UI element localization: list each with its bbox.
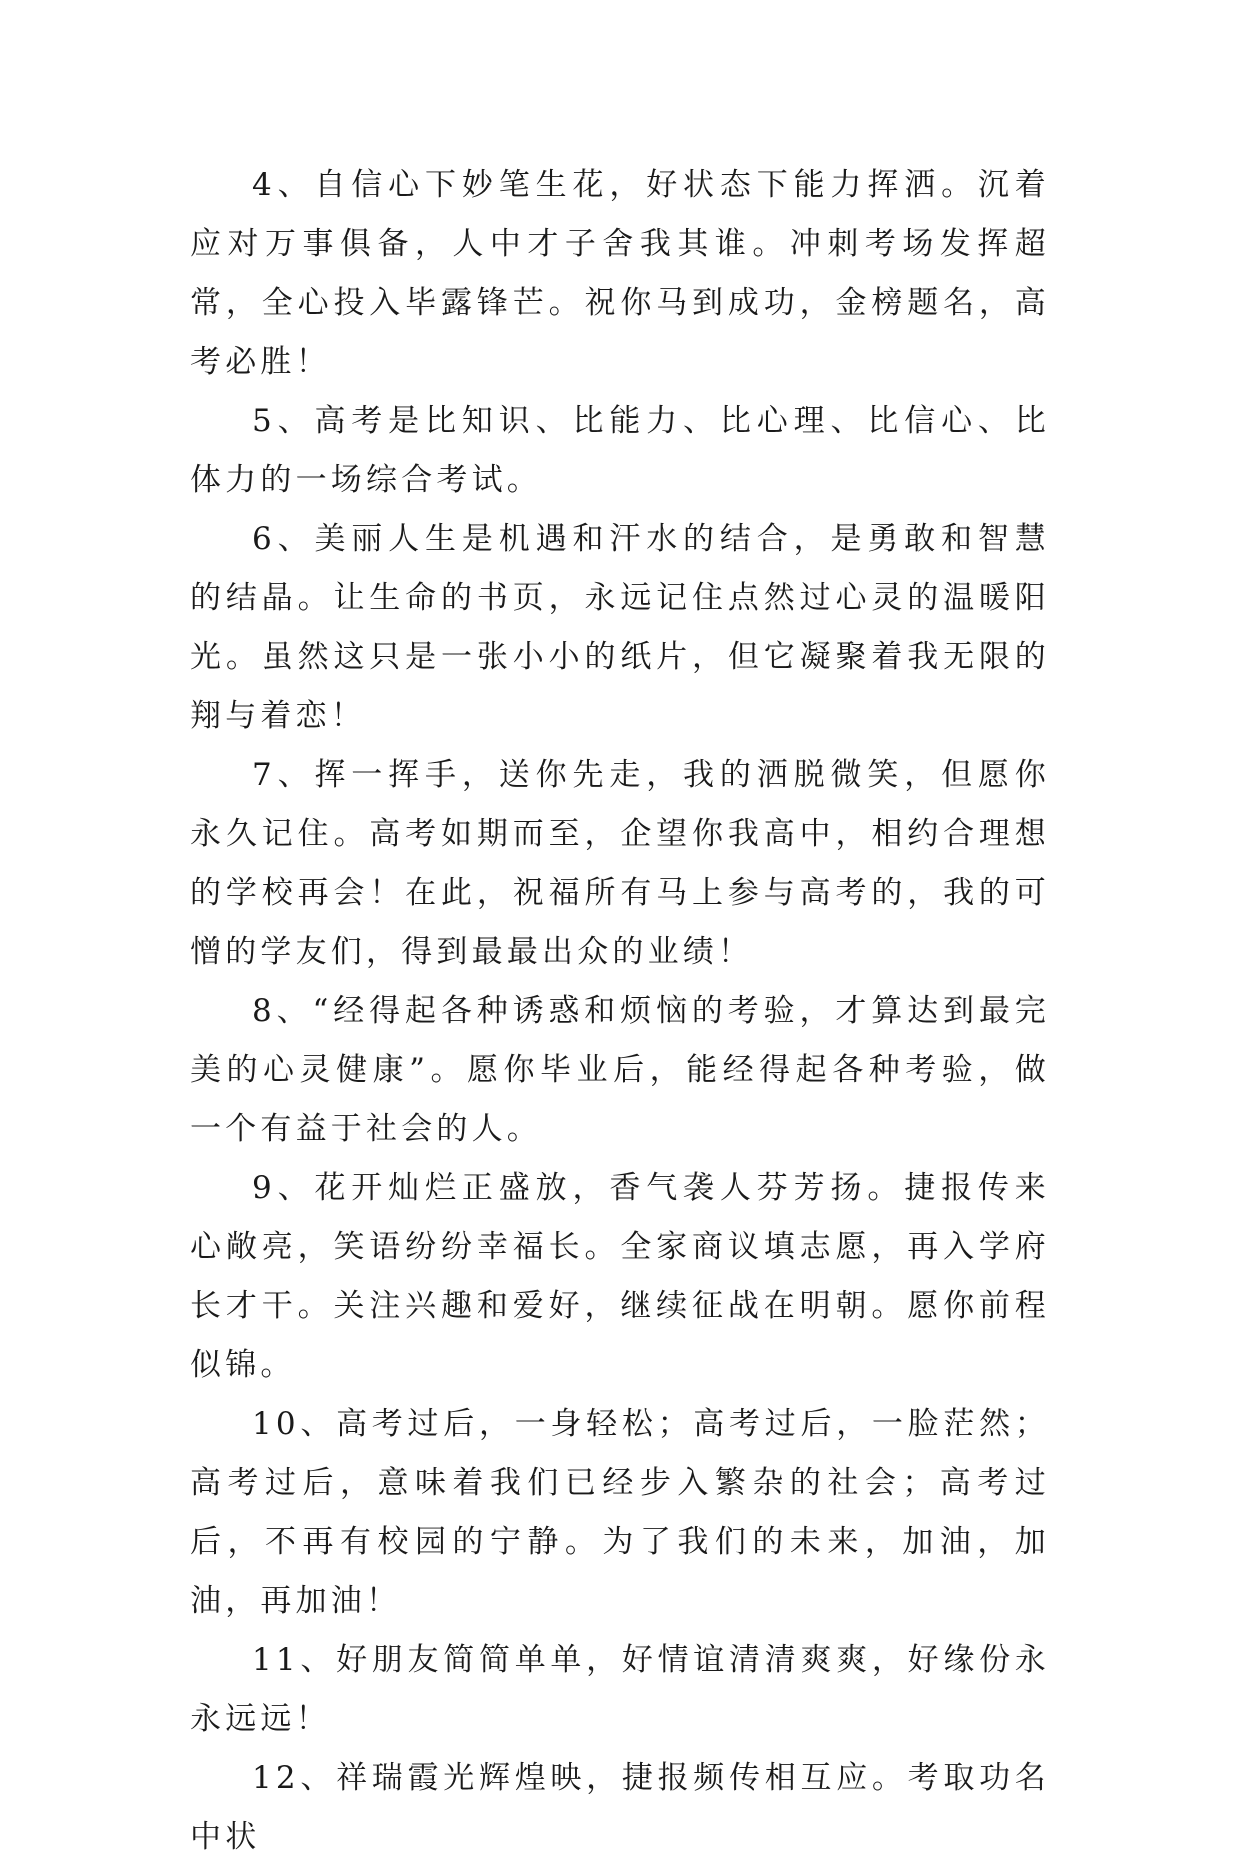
paragraph-6: 6、美丽人生是机遇和汗水的结合，是勇敢和智慧的结晶。让生命的书页，永远记住点然过心灵的温暖阳光。虽然这只是一张小小的纸片，但它凝聚着我无限的翔与着恋！ <box>190 521 1050 734</box>
document-body <box>190 156 1050 1867</box>
paragraph-8: 8、“经得起各种诱惑和烦恼的考验，才算达到最完美的心灵健康”。愿你毕业后，能经得起各种考验，做一个有益于社会的人。 <box>190 993 1050 1147</box>
paragraph-7: 7、挥一挥手，送你先走，我的洒脱微笑，但愿你永久记住。高考如期而至，企望你我高中，相约合理想的学校再会！在此，祝福所有马上参与高考的，我的可憎的学友们，得到最最出众的业绩！ <box>190 757 1050 970</box>
paragraph-11: 11、好朋友简简单单，好情谊清清爽爽，好缘份永永远远！ <box>190 1642 1050 1737</box>
paragraph-10: 10、高考过后，一身轻松；高考过后，一脸茫然；高考过后，意味着我们已经步入繁杂的社会；高考过后，不再有校园的宁静。为了我们的未来，加油，加油，再加油！ <box>190 1406 1050 1619</box>
paragraph-12: 12、祥瑞霞光辉煌映，捷报频传相互应。考取功名中状 <box>190 1760 1050 1855</box>
paragraph-4: 4、自信心下妙笔生花，好状态下能力挥洒。沉着应对万事俱备，人中才子舍我其谁。冲刺考场发挥超常，全心投入毕露锋芒。祝你马到成功，金榜题名，高考必胜！ <box>190 167 1050 380</box>
paragraph-9: 9、花开灿烂正盛放，香气袭人芬芳扬。捷报传来心敞亮，笑语纷纷幸福长。全家商议填志愿，再入学府长才干。关注兴趣和爱好，继续征战在明朝。愿你前程似锦。 <box>190 1170 1050 1383</box>
paragraph-5: 5、高考是比知识、比能力、比心理、比信心、比体力的一场综合考试。 <box>190 403 1050 498</box>
